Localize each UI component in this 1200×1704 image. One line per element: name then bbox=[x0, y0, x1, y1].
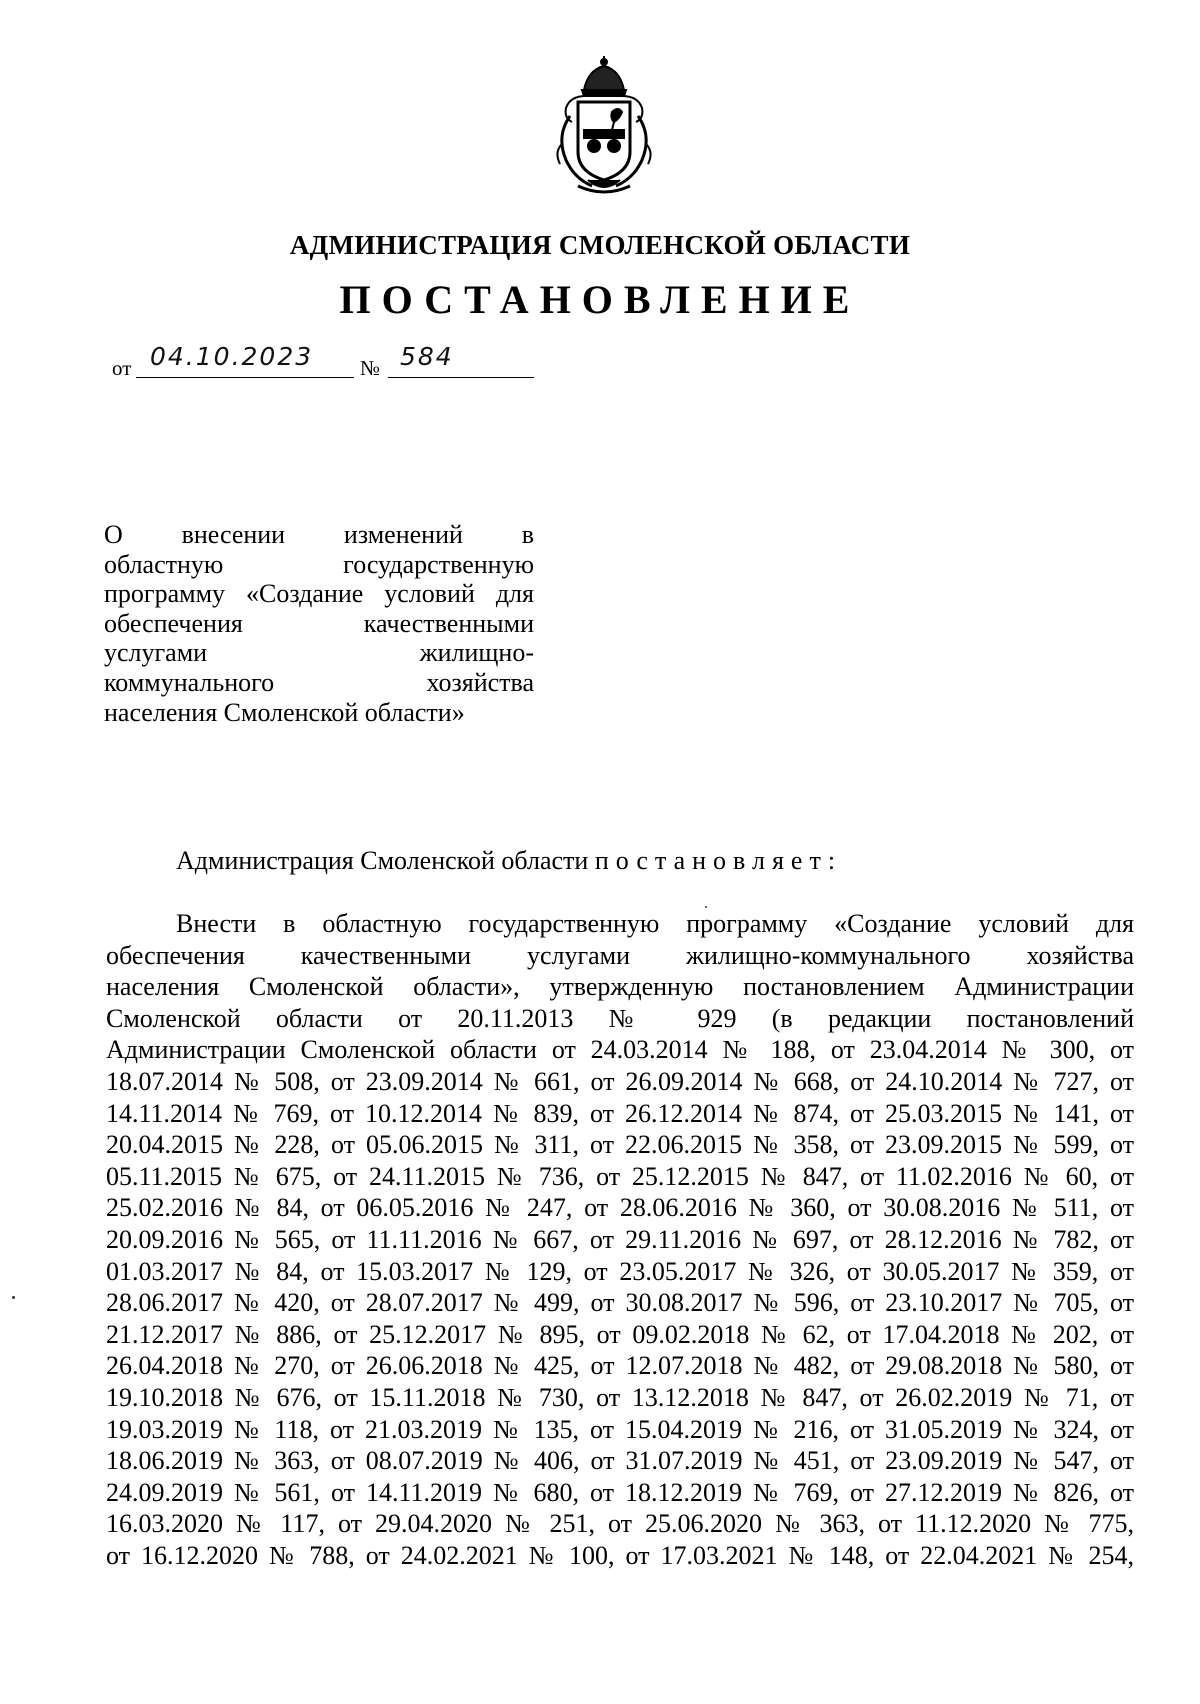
body-line: от 16.12.2020 № 788, от 24.02.2021 № 100, от 17.03.2021 № 148, от 22.04.2021 № 254, bbox=[106, 1540, 1134, 1570]
subject-line: населения Смоленской области» bbox=[104, 697, 465, 727]
resolution-verb: постановляет: bbox=[594, 846, 843, 875]
body-paragraph bbox=[106, 908, 1134, 1571]
document-type-title: ПОСТАНОВЛЕНИЕ bbox=[339, 277, 861, 322]
subject-line: обеспечения качественными bbox=[104, 608, 534, 638]
handwritten-date: 04.10.2023 bbox=[150, 342, 314, 371]
organization-name: АДМИНИСТРАЦИЯ СМОЛЕНСКОЙ ОБЛАСТИ bbox=[289, 230, 911, 260]
body-line: 16.03.2020 № 117, от 29.04.2020 № 251, от 25.06.2020 № 363, от 11.12.2020 № 775, bbox=[106, 1509, 1134, 1539]
document-subject bbox=[104, 520, 534, 727]
body-line: 19.10.2018 № 676, от 15.11.2018 № 730, от 13.12.2018 № 847, от 26.02.2019 № 71, от bbox=[106, 1382, 1134, 1412]
smolensk-coat-of-arms-icon bbox=[548, 56, 660, 198]
body-line: 14.11.2014 № 769, от 10.12.2014 № 839, от 26.12.2014 № 874, от 25.03.2015 № 141, от bbox=[106, 1098, 1134, 1128]
body-line: Администрации Смоленской области от 24.03.2014 № 188, от 23.04.2014 № 300, от bbox=[106, 1035, 1134, 1065]
subject-line: коммунального хозяйства bbox=[104, 667, 534, 697]
body-line: 01.03.2017 № 84, от 15.03.2017 № 129, от 23.05.2017 № 326, от 30.05.2017 № 359, от bbox=[106, 1256, 1134, 1286]
body-line: 18.07.2014 № 508, от 23.09.2014 № 661, от 26.09.2014 № 668, от 24.10.2014 № 727, от bbox=[106, 1066, 1134, 1096]
body-line: Смоленской области от 20.11.2013 № 929 (в редакции постановлений bbox=[106, 1003, 1134, 1033]
body-line: населения Смоленской области», утвержденную постановлением Администрации bbox=[106, 972, 1134, 1002]
body-line: 19.03.2019 № 118, от 21.03.2019 № 135, от 15.04.2019 № 216, от 31.05.2019 № 324, от bbox=[106, 1414, 1134, 1444]
scan-speck bbox=[12, 1296, 15, 1299]
scan-speck bbox=[705, 906, 707, 908]
body-line: обеспечения качественными услугами жилищно-коммунального хозяйства bbox=[106, 940, 1134, 970]
subject-line: областную государственную bbox=[104, 549, 534, 579]
date-number-line bbox=[112, 342, 532, 380]
body-line: 05.11.2015 № 675, от 24.11.2015 № 736, от 25.12.2015 № 847, от 11.02.2016 № 60, от bbox=[106, 1161, 1134, 1191]
body-line: 26.04.2018 № 270, от 26.06.2018 № 425, от 12.07.2018 № 482, от 29.08.2018 № 580, от bbox=[106, 1351, 1134, 1381]
subject-line: услугами жилищно- bbox=[104, 638, 534, 668]
body-line: 21.12.2017 № 886, от 25.12.2017 № 895, от 09.02.2018 № 62, от 17.04.2018 № 202, от bbox=[106, 1319, 1134, 1349]
handwritten-number: 584 bbox=[400, 342, 454, 371]
subject-line: О внесении изменений в bbox=[104, 520, 534, 549]
number-label: № bbox=[360, 356, 381, 380]
body-line: 18.06.2019 № 363, от 08.07.2019 № 406, от 31.07.2019 № 451, от 23.09.2019 № 547, от bbox=[106, 1446, 1134, 1476]
subject-line: программу «Создание условий для bbox=[104, 579, 534, 609]
number-underline bbox=[388, 377, 534, 378]
resolution-lead: Администрация Смоленской области bbox=[176, 846, 589, 875]
body-line: 20.04.2015 № 228, от 05.06.2015 № 311, от 22.06.2015 № 358, от 23.09.2015 № 599, от bbox=[106, 1130, 1134, 1160]
date-label: от bbox=[112, 356, 132, 380]
body-line: 24.09.2019 № 561, от 14.11.2019 № 680, от 18.12.2019 № 769, от 27.12.2019 № 826, от bbox=[106, 1477, 1134, 1507]
body-line: 28.06.2017 № 420, от 28.07.2017 № 499, от 30.08.2017 № 596, от 23.10.2017 № 705, от bbox=[106, 1288, 1134, 1318]
body-line: 20.09.2016 № 565, от 11.11.2016 № 667, от 29.11.2016 № 697, от 28.12.2016 № 782, от bbox=[106, 1224, 1134, 1254]
date-underline bbox=[136, 377, 354, 378]
body-line: 25.02.2016 № 84, от 06.05.2016 № 247, от 28.06.2016 № 360, от 30.08.2016 № 511, от bbox=[106, 1193, 1134, 1223]
body-line: Внести в областную государственную программу «Создание условий для bbox=[176, 909, 1134, 938]
resolution-clause bbox=[176, 846, 842, 876]
